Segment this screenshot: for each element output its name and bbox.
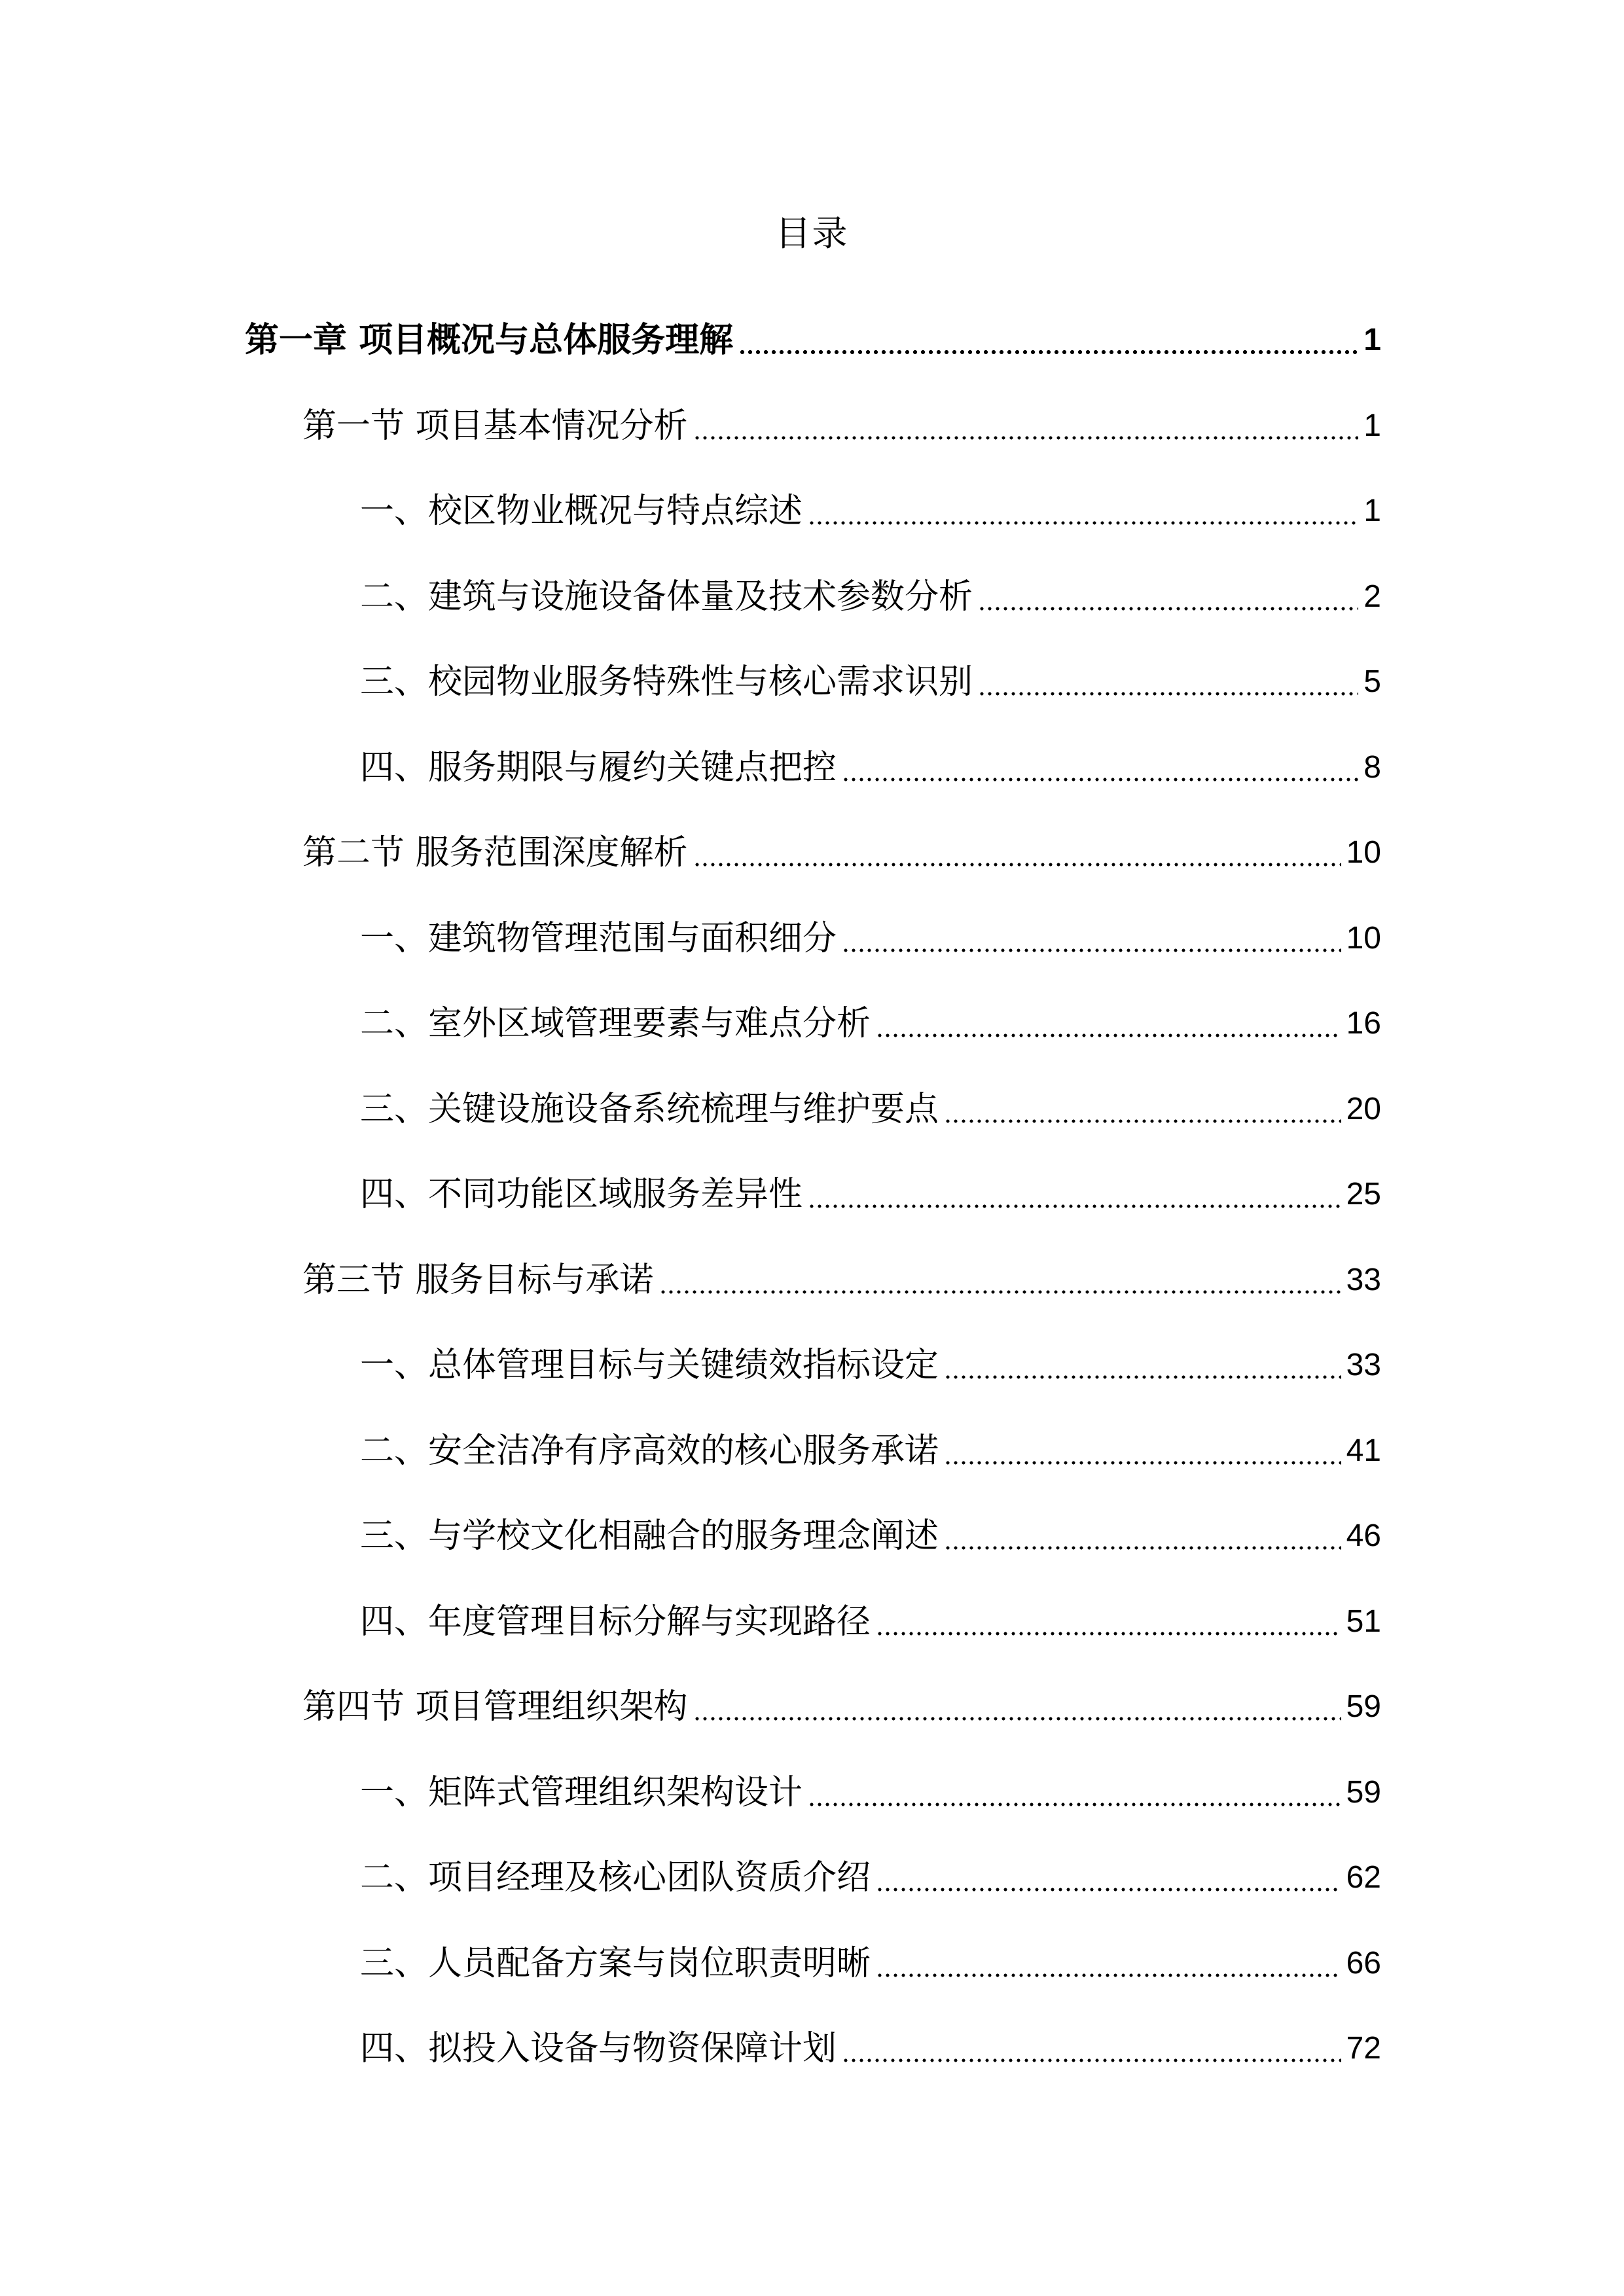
toc-entry-text: 二、项目经理及核心团队资质介绍 bbox=[360, 1858, 871, 1898]
toc-dot-leader bbox=[876, 1033, 1341, 1038]
toc-dot-leader bbox=[842, 777, 1358, 782]
toc-entry-text: 第一节 项目基本情况分析 bbox=[302, 406, 688, 446]
toc-page-number: 59 bbox=[1346, 1689, 1381, 1725]
toc-subsection-entry[interactable] bbox=[0, 639, 1624, 725]
toc-page-number: 10 bbox=[1346, 920, 1381, 956]
toc-title: 目录 bbox=[775, 213, 849, 254]
toc-entry-text: 一、矩阵式管理组织架构设计 bbox=[360, 1772, 803, 1812]
toc-dot-leader bbox=[808, 1802, 1341, 1807]
toc-section-entry[interactable] bbox=[0, 1664, 1624, 1750]
toc-dot-leader bbox=[944, 1119, 1341, 1124]
toc-entry-text: 一、建筑物管理范围与面积细分 bbox=[360, 918, 837, 958]
toc-entry-text: 三、人员配备方案与岗位职责明晰 bbox=[360, 1943, 871, 1983]
toc-page-number: 62 bbox=[1346, 1860, 1381, 1895]
toc-entry-text: 三、校园物业服务特殊性与核心需求识别 bbox=[360, 662, 973, 702]
toc-dot-leader bbox=[978, 691, 1358, 696]
toc-subsection-entry[interactable] bbox=[0, 1408, 1624, 1494]
toc-page-number: 66 bbox=[1346, 1945, 1381, 1981]
toc-entry-text: 二、安全洁净有序高效的核心服务承诺 bbox=[360, 1431, 939, 1471]
toc-section-entry[interactable] bbox=[0, 384, 1624, 469]
toc-entry-text: 第二节 服务范围深度解析 bbox=[302, 833, 688, 873]
toc-subsection-entry[interactable] bbox=[0, 1835, 1624, 1921]
toc-page-number: 51 bbox=[1346, 1604, 1381, 1639]
toc-entry-text: 四、不同功能区域服务差异性 bbox=[360, 1175, 803, 1215]
toc-dot-leader bbox=[944, 1545, 1341, 1551]
toc-dot-leader bbox=[659, 1289, 1341, 1295]
toc-page-number: 59 bbox=[1346, 1774, 1381, 1810]
toc-page-number: 20 bbox=[1346, 1091, 1381, 1126]
toc-entry-text: 三、与学校文化相融合的服务理念阐述 bbox=[360, 1516, 939, 1556]
toc-subsection-entry[interactable] bbox=[0, 1579, 1624, 1665]
toc-entry-text: 第三节 服务目标与承诺 bbox=[302, 1260, 654, 1300]
toc-subsection-entry[interactable] bbox=[0, 981, 1624, 1067]
toc-page-number: 10 bbox=[1346, 835, 1381, 870]
toc-entry-text: 第四节 项目管理组织架构 bbox=[302, 1687, 688, 1727]
toc-subsection-entry[interactable] bbox=[0, 1750, 1624, 1836]
toc-subsection-entry[interactable] bbox=[0, 1323, 1624, 1408]
toc-section-entry[interactable] bbox=[0, 810, 1624, 896]
toc-entry-text: 二、建筑与设施设备体量及技术参数分析 bbox=[360, 577, 973, 617]
toc-dot-leader bbox=[808, 1204, 1341, 1209]
toc-page-number: 5 bbox=[1363, 664, 1381, 700]
toc-page-number: 33 bbox=[1346, 1262, 1381, 1297]
toc-dot-leader bbox=[876, 1887, 1341, 1892]
toc-dot-leader bbox=[842, 2058, 1341, 2063]
toc-subsection-entry[interactable] bbox=[0, 1152, 1624, 1238]
toc-dot-leader bbox=[693, 862, 1341, 867]
toc-dot-leader bbox=[738, 350, 1358, 355]
toc-page-number: 41 bbox=[1346, 1433, 1381, 1468]
toc-page-number: 8 bbox=[1363, 749, 1381, 785]
toc-entry-text: 一、总体管理目标与关键绩效指标设定 bbox=[360, 1346, 939, 1386]
toc-dot-leader bbox=[808, 520, 1358, 526]
toc-entry-text: 四、拟投入设备与物资保障计划 bbox=[360, 2029, 837, 2069]
toc-subsection-entry[interactable] bbox=[0, 725, 1624, 811]
toc-subsection-entry[interactable] bbox=[0, 2006, 1624, 2092]
toc-subsection-entry[interactable] bbox=[0, 1494, 1624, 1579]
toc-subsection-entry[interactable] bbox=[0, 1921, 1624, 2007]
toc-page-number: 1 bbox=[1363, 408, 1381, 443]
toc-page-number: 46 bbox=[1346, 1518, 1381, 1554]
toc-section-entry[interactable] bbox=[0, 1238, 1624, 1323]
toc-entry-text: 二、室外区域管理要素与难点分析 bbox=[360, 1004, 871, 1044]
toc-subsection-entry[interactable] bbox=[0, 896, 1624, 982]
toc-page-number: 16 bbox=[1346, 1006, 1381, 1041]
toc-entry-text: 一、校区物业概况与特点综述 bbox=[360, 492, 803, 531]
toc-chapter-entry[interactable] bbox=[0, 298, 1624, 384]
toc-subsection-entry[interactable] bbox=[0, 469, 1624, 554]
toc-page-number: 25 bbox=[1346, 1177, 1381, 1212]
toc-subsection-entry[interactable] bbox=[0, 1067, 1624, 1153]
toc-entry-text: 三、关键设施设备系统梳理与维护要点 bbox=[360, 1089, 939, 1129]
toc-entry-text: 四、服务期限与履约关键点把控 bbox=[360, 747, 837, 787]
toc-dot-leader bbox=[876, 1973, 1341, 1978]
toc-dot-leader bbox=[693, 1716, 1341, 1721]
toc-page-number: 1 bbox=[1363, 323, 1381, 358]
toc-page-number: 72 bbox=[1346, 2031, 1381, 2066]
toc-entry-text: 第一章 项目概况与总体服务理解 bbox=[245, 320, 734, 361]
toc-dot-leader bbox=[876, 1631, 1341, 1636]
toc-dot-leader bbox=[693, 435, 1359, 440]
toc-page-number: 1 bbox=[1363, 493, 1381, 529]
toc-dot-leader bbox=[978, 606, 1358, 611]
toc-page-number: 2 bbox=[1363, 579, 1381, 614]
toc-subsection-entry[interactable] bbox=[0, 554, 1624, 640]
toc-dot-leader bbox=[944, 1374, 1341, 1380]
toc-dot-leader bbox=[944, 1460, 1341, 1465]
table-of-contents bbox=[0, 298, 1624, 2092]
toc-entry-text: 四、年度管理目标分解与实现路径 bbox=[360, 1602, 871, 1641]
toc-page-number: 33 bbox=[1346, 1348, 1381, 1383]
toc-dot-leader bbox=[842, 948, 1341, 953]
